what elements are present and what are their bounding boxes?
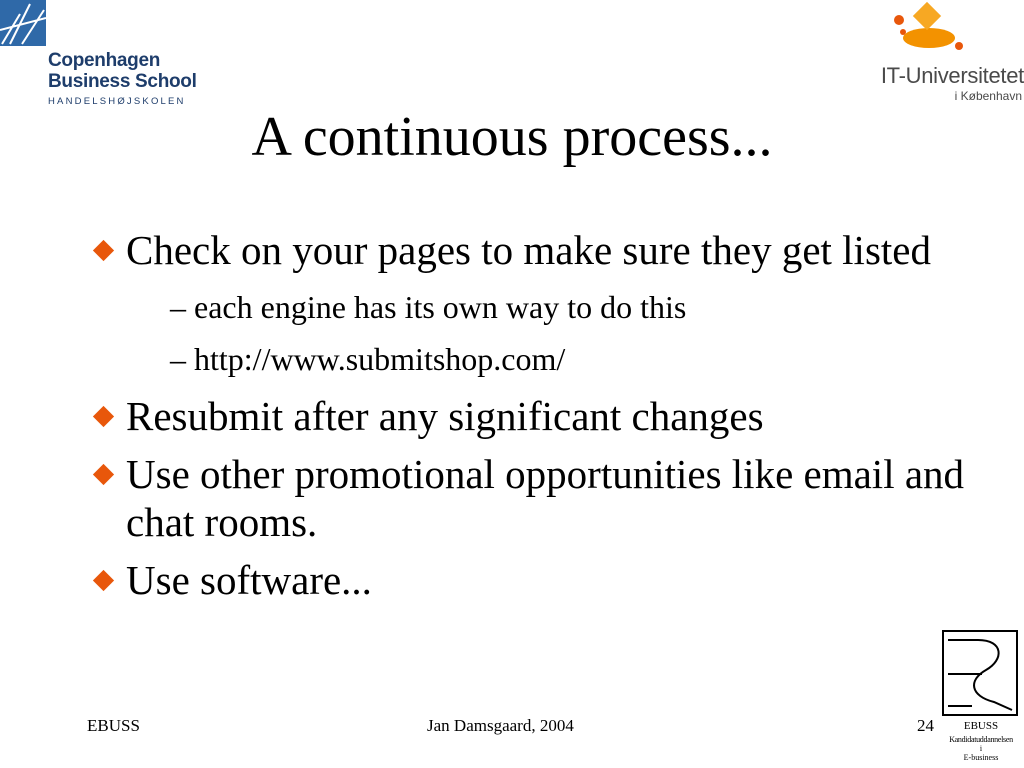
footer-author: Jan Damsgaard, 2004 [427, 716, 574, 735]
itu-emblem-icon [889, 0, 969, 60]
bullet-text: Check on your pages to make sure they get listed [126, 227, 931, 273]
ebuss-logo-line3: i [979, 744, 983, 753]
itu-logo [849, 0, 1024, 110]
slide-body [90, 226, 1005, 604]
itu-logo-name: IT-Universitetet [880, 63, 1024, 88]
footer-course: EBUSS [87, 716, 140, 735]
cbs-emblem-icon [0, 0, 46, 46]
slide-title: A continuous process... [251, 106, 773, 168]
ebuss-logo [938, 628, 1024, 768]
bullet-text: Use other promotional opportunities like email and chat rooms. [126, 451, 965, 545]
bullet-item [90, 226, 1005, 274]
cbs-logo-line1: Copenhagen [48, 50, 161, 71]
sub-bullet-item: – each engine has its own way to do this [170, 289, 687, 325]
diamond-bullet-icon [93, 570, 114, 591]
itu-logo-subtitle: i København [954, 89, 1022, 103]
sub-bullet-link[interactable]: – http://www.submitshop.com/ [170, 341, 566, 377]
bullet-item [90, 450, 1005, 546]
diamond-bullet-icon [93, 406, 114, 427]
cbs-logo-line3: HANDELSHØJSKOLEN [48, 96, 186, 107]
bullet-item [90, 556, 1005, 604]
cbs-logo [0, 0, 200, 110]
ebuss-logo-line1: EBUSS [963, 720, 999, 732]
bullet-item [90, 392, 1005, 440]
diamond-bullet-icon [93, 464, 114, 485]
ebuss-emblem-icon [942, 630, 1018, 716]
diamond-bullet-icon [93, 240, 114, 261]
ebuss-logo-line4: E-business [963, 753, 999, 762]
ebuss-logo-line2: Kandidatuddannelsen [949, 735, 1013, 744]
cbs-logo-line2: Business School [48, 71, 197, 92]
bullet-text: Resubmit after any significant changes [126, 393, 764, 439]
page-number: 24 [917, 716, 934, 735]
bullet-text: Use software... [126, 557, 372, 603]
